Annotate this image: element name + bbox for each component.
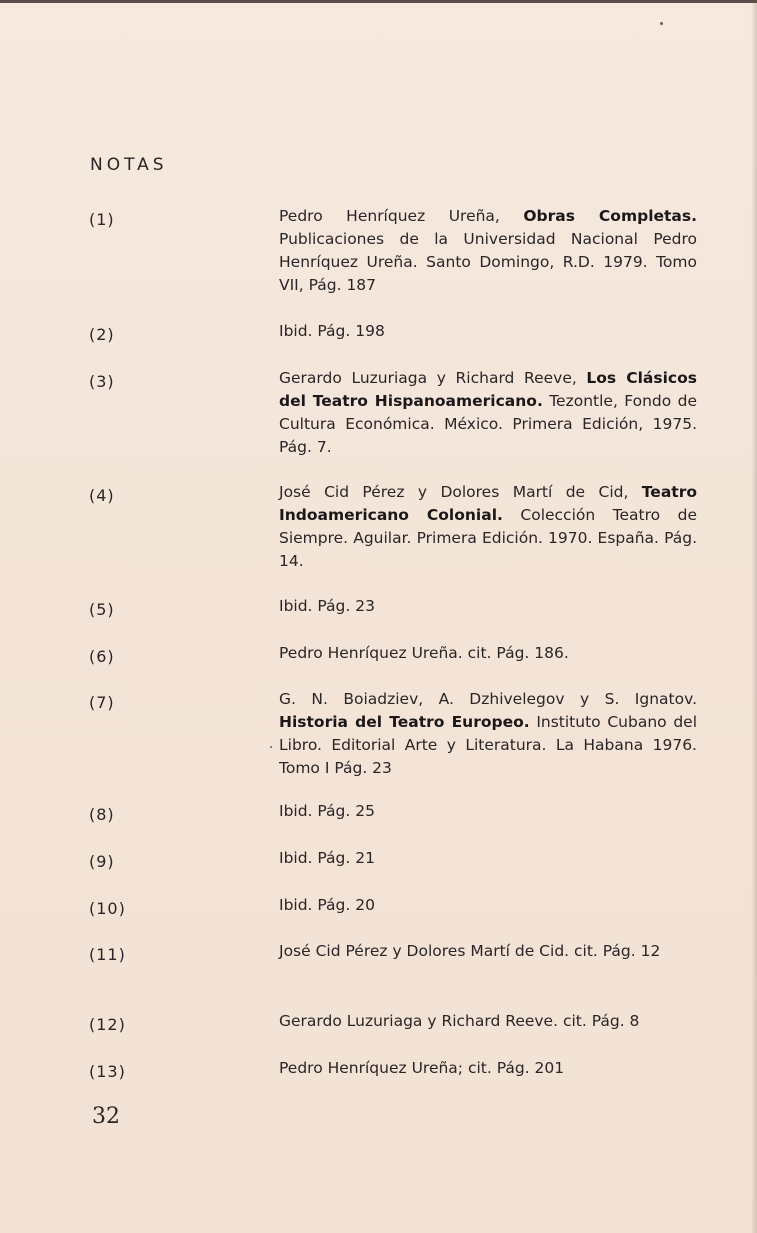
note-text-segment: Ibid. Pág. 21 <box>279 849 375 867</box>
note-text <box>279 940 697 963</box>
note-text-segment: Publicaciones de la Universidad Nacional Pedro Henríquez Ureña. Santo Domingo, R.D. 1979. Tomo VII, Pág. 187 <box>279 230 697 294</box>
note-text <box>279 847 697 870</box>
note-number: (2) <box>89 325 115 344</box>
note-text-segment: Gerardo Luzuriaga y Richard Reeve, <box>279 369 587 387</box>
note-number: (4) <box>89 486 115 505</box>
note-text <box>279 481 697 573</box>
note-text-segment: Colección Teatro de Siempre. Aguilar. Primera Edición. 1970. España. Pág. 14. <box>279 506 697 570</box>
note-title: Historia del Teatro Europeo. <box>279 713 530 731</box>
note-text-segment: Ibid. Pág. 23 <box>279 597 375 615</box>
page-number: 32 <box>92 1104 120 1129</box>
note-text-segment: Ibid. Pág. 20 <box>279 896 375 914</box>
note-number: (13) <box>89 1062 126 1081</box>
note-text <box>279 1057 697 1080</box>
note-text <box>279 688 697 780</box>
note-number: (12) <box>89 1015 126 1034</box>
note-text-segment: Ibid. Pág. 198 <box>279 322 385 340</box>
note-text-segment: Pedro Henríquez Ureña; cit. Pág. 201 <box>279 1059 565 1077</box>
note-text-segment: Tezontle, Fondo de Cultura Económica. México. Primera Edición, 1975. Pág. 7. <box>279 392 697 456</box>
note-text-segment: Ibid. Pág. 25 <box>279 802 375 820</box>
note-title: Obras Completas. <box>523 207 697 225</box>
note-text-segment: G. N. Boiadziev, A. Dzhivelegov y S. Ignatov. <box>279 690 697 708</box>
note-text-segment: Gerardo Luzuriaga y Richard Reeve. cit. Pág. 8 <box>279 1012 640 1030</box>
note-number: (5) <box>89 600 115 619</box>
note-text-segment: José Cid Pérez y Dolores Martí de Cid. cit. Pág. 12 <box>279 942 661 960</box>
note-title: Los Clásicos del Teatro Hispanoamericano. <box>279 369 697 410</box>
note-text <box>279 595 697 618</box>
note-number: (1) <box>89 210 115 229</box>
note-text <box>279 367 697 459</box>
note-number: (7) <box>89 693 115 712</box>
note-text <box>279 642 697 665</box>
note-text <box>279 800 697 823</box>
note-number: (11) <box>89 945 126 964</box>
notes-heading: NOTAS <box>90 155 168 175</box>
note-text-segment: José Cid Pérez y Dolores Martí de Cid, <box>279 483 642 501</box>
note-number: (3) <box>89 372 115 391</box>
note-text-segment: Pedro Henríquez Ureña, <box>279 207 524 225</box>
note-number: (8) <box>89 805 115 824</box>
note-text-segment: Pedro Henríquez Ureña. cit. Pág. 186. <box>279 644 569 662</box>
note-text <box>279 320 697 343</box>
note-text <box>279 205 697 297</box>
note-title: Teatro Indoamericano Colonial. <box>279 483 697 524</box>
note-text <box>279 894 697 917</box>
note-number: (9) <box>89 852 115 871</box>
note-text <box>279 1010 697 1033</box>
note-number: (10) <box>89 899 126 918</box>
note-text-segment: Instituto Cubano del Libro. Editorial Arte y Literatura. La Habana 1976. Tomo I Pág. 23 <box>279 713 697 777</box>
note-number: (6) <box>89 647 115 666</box>
